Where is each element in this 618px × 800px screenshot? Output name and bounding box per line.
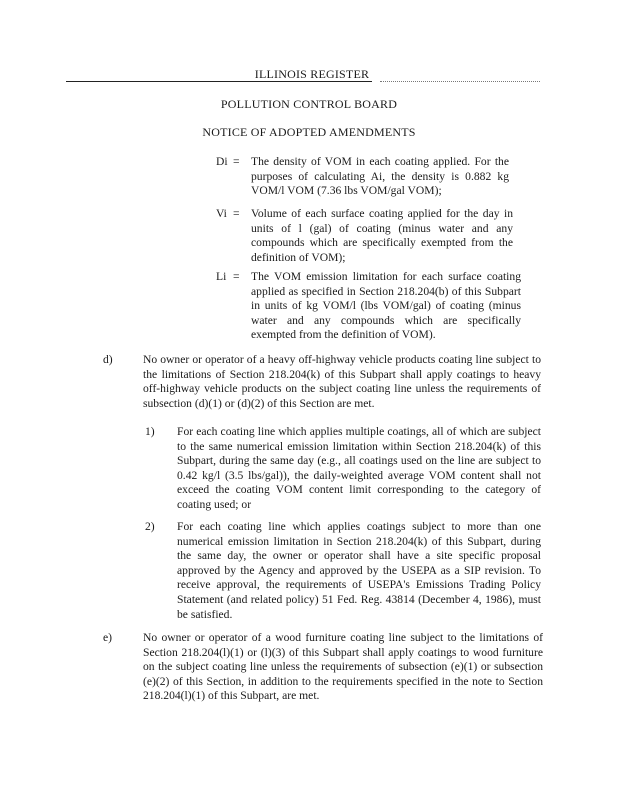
board-title: POLLUTION CONTROL BOARD — [220, 97, 398, 111]
section-marker: d) — [103, 353, 113, 366]
definition-text: Volume of each surface coating applied for the day in units of l (gal) of coating (minus water and any compounds which are specifically exempted from the definition of VOM); — [251, 207, 513, 264]
definition-equals: = — [233, 207, 240, 220]
section-marker: e) — [103, 631, 113, 644]
notice-title: NOTICE OF ADOPTED AMENDMENTS — [202, 125, 416, 139]
definition-equals: = — [233, 270, 240, 283]
register-title: ILLINOIS REGISTER — [254, 67, 370, 81]
subsection-text: For each coating line which applies multiple coatings, all of which are subject to the same numerical emission limitation within Section 218.204(k) of this Subpart, during the same day (e.g., all coatings used on the line are subject to 0.42 kg/l (3.5 lbs/gal)), the daily-weighted average VOM content shall not exceed the coating VOM content limit corresponding to the category of coating used; or — [177, 425, 541, 511]
definition-symbol: Di — [216, 155, 228, 168]
definition-symbol: Vi — [216, 207, 227, 220]
subsection-marker: 1) — [145, 425, 155, 438]
subsection-marker: 2) — [145, 520, 155, 533]
definition-text: The density of VOM in each coating applied. For the purposes of calculating Ai, the density is 0.882 kg VOM/l VOM (7.36 lbs VOM/gal VOM); — [251, 155, 509, 198]
section-text: No owner or operator of a heavy off-highway vehicle products coating line subject to the limitations of Section 218.204(k) of this Subpart shall apply coatings to heavy off-highway vehicle products on the subject coating line unless the requirements of subsection (d)(1) or (d)(2) of this Section are met. — [143, 353, 541, 410]
definition-text: The VOM emission limitation for each surface coating applied as specified in Section 218.204(b) of this Subpart in units of kg VOM/l (lbs VOM/gal) of coating (minus water and any compounds which are specifically exempted from the definition of VOM). — [251, 270, 521, 342]
definition-equals: = — [233, 155, 240, 168]
section-text: No owner or operator of a wood furniture coating line subject to the limitations of Section 218.204(l)(1) or (l)(3) of this Subpart shall apply coatings to wood furniture on the subject coating line unless the requirements of subsection (e)(1) or subsection (e)(2) of this Section, in addition to the requirements specified in the note to Section 218.204(l)(1) of this Subpart, are met. — [143, 631, 543, 703]
subsection-text: For each coating line which applies coatings subject to more than one numerical emission limitation in Section 218.204(k) of this Subpart, during the same day, the owner or operator shall have a site specific proposal approved by the Agency and approved by the USEPA as a SIP revision. To receive approval, the requirements of USEPA's Emissions Trading Policy Statement (and related policy) 51 Fed. Reg. 43814 (December 4, 1986), must be satisfied. — [177, 520, 541, 621]
definition-symbol: Li — [216, 270, 227, 283]
